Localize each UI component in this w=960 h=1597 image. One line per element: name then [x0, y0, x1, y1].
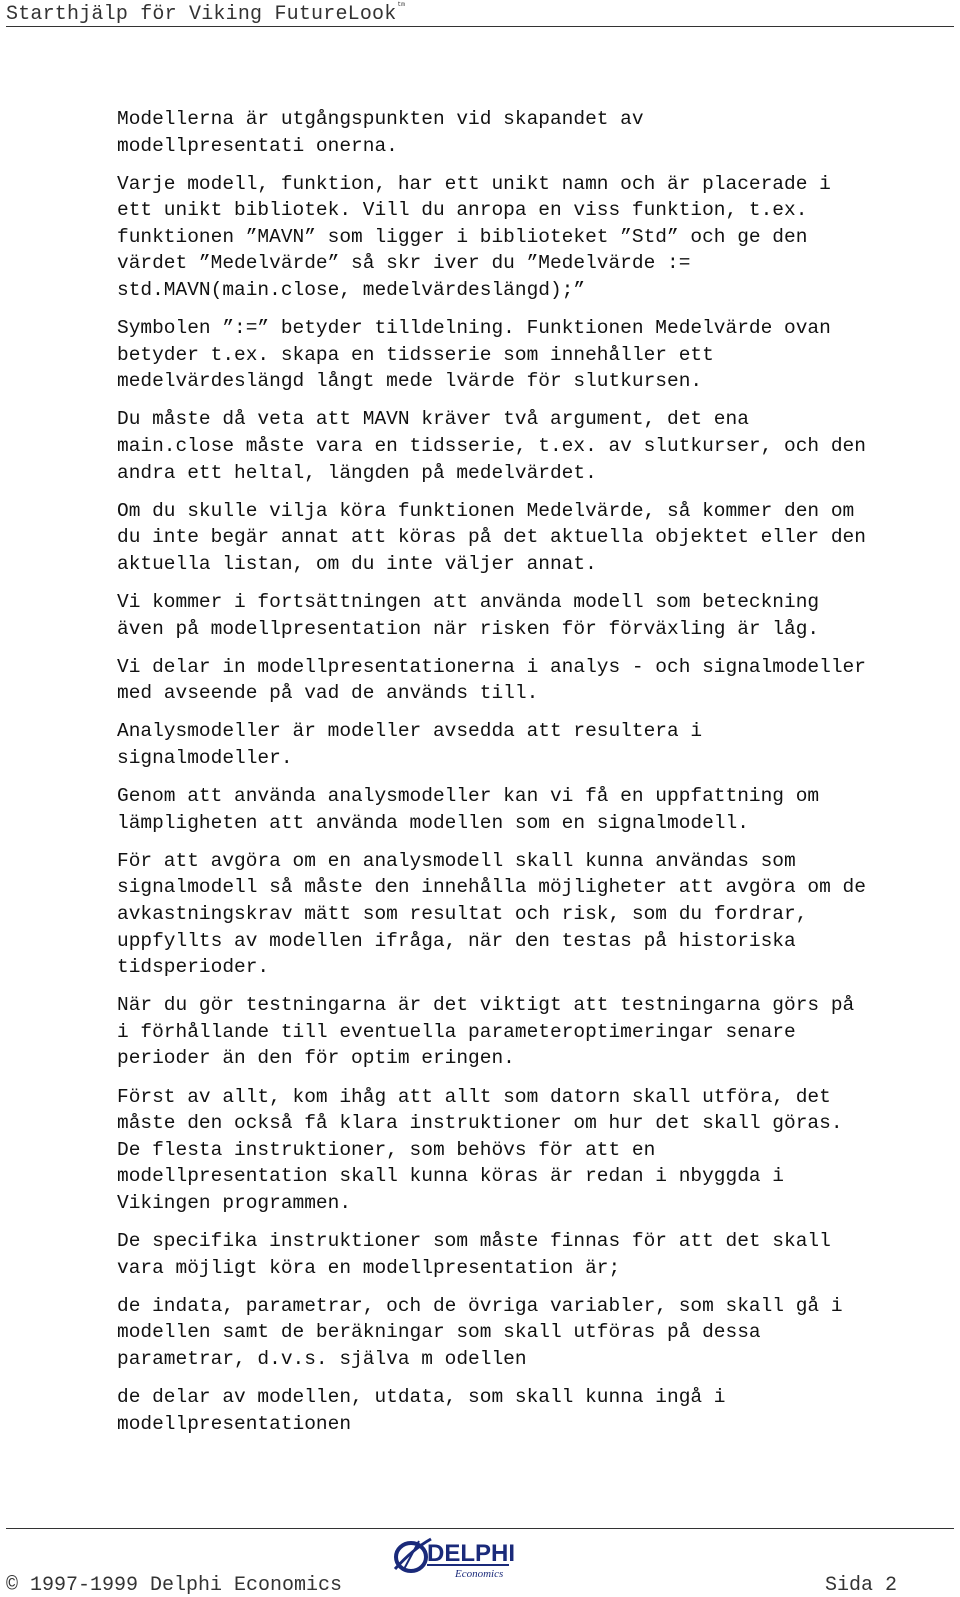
text-line: Genom att använda analysmodeller kan vi få en uppfattning om: [117, 785, 820, 808]
paragraph: [117, 654, 947, 707]
text-line: För att avgöra om en analysmodell skall kunna användas som: [117, 849, 796, 872]
footer-page-number: Sida 2: [825, 1574, 898, 1597]
text-line: modellpresentationen: [117, 1412, 352, 1435]
text-line: När du gör testningarna är det viktigt att testningarna görs på: [117, 994, 855, 1017]
footer-copyright: © 1997-1999 Delphi Economics: [6, 1574, 343, 1597]
paragraph: [117, 848, 947, 981]
text-line: värdet ”Medelvärde” så skr iver du ”Medelvärde :=: [117, 252, 691, 275]
paragraph: [117, 783, 947, 836]
text-line: Vi kommer i fortsättningen att använda modell som beteckning: [117, 591, 820, 613]
text-line: måste den också få klara instruktioner om hur det skall göras.: [117, 1112, 843, 1135]
text-line: De specifika instruktioner som måste finnas för att det skall: [117, 1229, 831, 1252]
paragraph: [117, 406, 947, 486]
text-line: med avseende på vad de används till.: [117, 682, 539, 705]
text-line: Vi delar in modellpresentationerna i analys - och signalmodeller: [117, 655, 866, 678]
text-line: du inte begär annat att köras på det aktuella objektet eller den: [117, 526, 866, 549]
text-line: medelvärdeslängd långt mede lvärde för slutkursen.: [117, 370, 703, 393]
text-line: funktionen ”MAVN” som ligger i biblioteket ”Std” och ge den: [117, 225, 808, 248]
paragraph: [117, 1228, 947, 1281]
text-line: även på modellpresentation när risken för förväxling är låg.: [117, 617, 820, 640]
text-line: uppfyllts av modellen ifråga, när den testas på historiska: [117, 929, 796, 952]
text-line: betyder t.ex. skapa en tidsserie som innehåller ett: [117, 343, 714, 366]
paragraph: [117, 171, 947, 304]
paragraph: [117, 992, 947, 1072]
text-line: lämpligheten att använda modellen som en signalmodell.: [117, 811, 749, 834]
text-line: de delar av modellen, utdata, som skall kunna ingå i: [117, 1385, 726, 1408]
text-line: aktuella listan, om du inte väljer annat.: [117, 552, 597, 575]
text-line: tidsperioder.: [117, 956, 270, 979]
text-line: avkastningskrav mätt som resultat och risk, som du fordrar,: [117, 902, 808, 925]
text-line: Du måste då veta att MAVN kräver två argument, det ena: [117, 408, 749, 431]
text-line: Analysmodeller är modeller avsedda att resultera i: [117, 720, 703, 743]
paragraph: [117, 106, 947, 159]
paragraph: [117, 1293, 947, 1373]
text-line: Vikingen programmen.: [117, 1191, 352, 1214]
text-line: parametrar, d.v.s. själva m odellen: [117, 1347, 527, 1370]
text-line: Om du skulle vilja köra funktionen Medelvärde, så kommer den om: [117, 499, 855, 522]
text-line: Varje modell, funktion, har ett unikt namn och är placerade i: [117, 172, 831, 195]
text-line: de indata, parametrar, och de övriga variabler, som skall gå i: [117, 1294, 843, 1317]
footer-divider: [6, 1528, 954, 1529]
text-line: Symbolen ”:=” betyder tilldelning. Funktionen Medelvärde ovan: [117, 317, 831, 340]
delphi-logo: [389, 1531, 517, 1592]
text-line: ett unikt bibliotek. Vill du anropa en viss funktion, t.ex.: [117, 199, 808, 222]
logo-subtext: Economics: [455, 1568, 504, 1580]
header-title-text: Starthjälp för Viking FutureLook: [6, 3, 397, 26]
paragraph: [117, 589, 947, 642]
text-line: andra ett heltal, längden på medelvärdet.: [117, 461, 597, 484]
text-line: modellen samt de beräkningar som skall utföras på dessa: [117, 1321, 761, 1344]
page-header: [6, 0, 954, 27]
text-line: signalmodeller.: [117, 746, 293, 769]
text-line: std.MAVN(main.close, medelvärdeslängd);”: [117, 279, 586, 302]
paragraph: [117, 1084, 947, 1217]
text-line: vara möjligt köra en modellpresentation är;: [117, 1256, 621, 1279]
text-line: main.close måste vara en tidsserie, t.ex. av slutkurser, och den: [117, 435, 866, 458]
text-line: perioder än den för optim eringen.: [117, 1047, 515, 1070]
logo-text: DELPHI: [427, 1540, 516, 1567]
text-line: modellpresentation skall kunna köras är redan i nbyggda i: [117, 1165, 785, 1188]
text-line: Modellerna är utgångspunkten vid skapandet av: [117, 108, 644, 130]
header-title: [6, 1, 405, 26]
text-line: modellpresentati onerna.: [117, 134, 398, 157]
paragraph: [117, 498, 947, 578]
trademark-mark: tm: [397, 1, 406, 8]
text-line: signalmodell så måste den innehålla möjligheter att avgöra om de: [117, 876, 866, 899]
text-line: Först av allt, kom ihåg att allt som datorn skall utföra, det: [117, 1085, 831, 1108]
text-line: De flesta instruktioner, som behövs för att en: [117, 1138, 656, 1161]
paragraph: [117, 315, 947, 395]
paragraph: [117, 1384, 947, 1437]
paragraph: [117, 718, 947, 771]
text-line: i förhållande till eventuella parameteroptimeringar senare: [117, 1020, 796, 1043]
document-body: [117, 106, 947, 1449]
logo-swoosh-icon: [395, 1539, 431, 1571]
